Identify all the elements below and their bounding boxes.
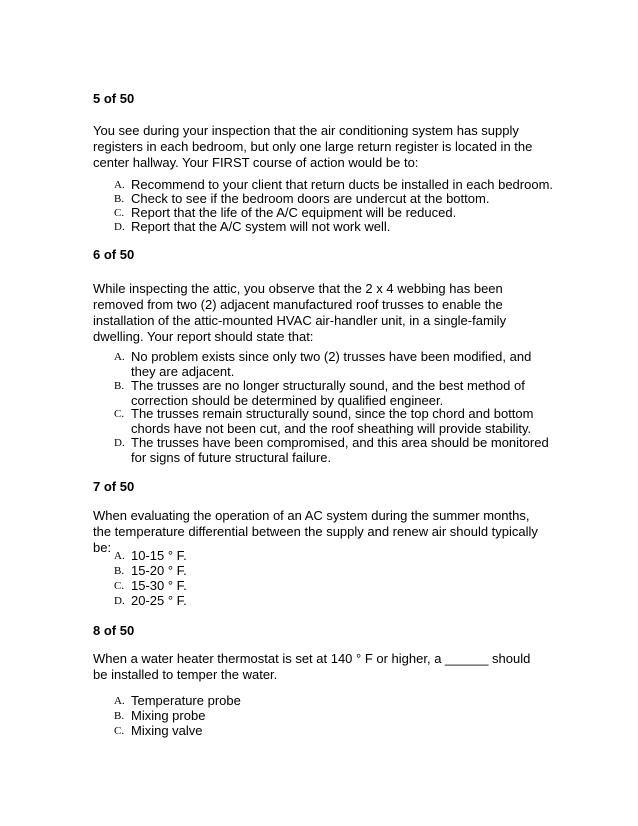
option-letter: A. — [114, 351, 125, 363]
question-8-option-a — [114, 693, 554, 708]
question-5-option-c — [114, 205, 554, 220]
option-letter: C. — [114, 725, 125, 737]
option-text: The trusses are no longer structurally sound, and the best method of correction should be determined by qualified engineer. — [131, 378, 525, 408]
option-letter: B. — [114, 565, 125, 577]
question-5-number: 5 of 50 — [93, 91, 135, 106]
question-7-number: 7 of 50 — [93, 479, 135, 494]
question-5-option-d — [114, 219, 554, 234]
option-text: The trusses have been compromised, and this area should be monitored for signs of future structural failure. — [131, 435, 549, 465]
option-text: Mixing valve — [131, 723, 203, 738]
option-letter: C. — [114, 408, 125, 420]
option-letter: C. — [114, 580, 125, 592]
option-letter: B. — [114, 380, 125, 392]
question-6-option-a — [114, 349, 554, 379]
option-text: Mixing probe — [131, 708, 206, 723]
option-letter: A. — [114, 695, 125, 707]
option-text: Temperature probe — [131, 693, 241, 708]
option-text: 10-15 ° F. — [131, 548, 187, 563]
question-7-text: When evaluating the operation of an AC system during the summer months, the temperature differential between the supply and renew air should typically be: — [93, 508, 538, 555]
option-letter: C. — [114, 207, 125, 219]
question-7-option-c — [114, 578, 554, 593]
question-5-option-b — [114, 191, 554, 206]
question-5-text: You see during your inspection that the air conditioning system has supply registers in each bedroom, but only one large return register is located in the center hallway. Your FIRST course of action would be to: — [93, 123, 533, 170]
question-8-option-b — [114, 708, 554, 723]
option-text: No problem exists since only two (2) trusses have been modified, and they are adjacent. — [131, 349, 532, 379]
option-letter: D. — [114, 595, 125, 607]
option-text: 20-25 ° F. — [131, 593, 187, 608]
option-letter: D. — [114, 221, 125, 233]
option-letter: A. — [114, 179, 125, 191]
option-text: Recommend to your client that return ducts be installed in each bedroom. — [131, 177, 554, 192]
question-8-text: When a water heater thermostat is set at 140 ° F or higher, a ______ should be installed to temper the water. — [93, 651, 531, 682]
option-letter: B. — [114, 193, 125, 205]
option-letter: D. — [114, 437, 125, 449]
option-text: Report that the A/C system will not work well. — [131, 219, 391, 234]
question-6-option-c — [114, 406, 554, 436]
question-7-option-b — [114, 563, 554, 578]
question-7-option-d — [114, 593, 554, 608]
option-text: 15-20 ° F. — [131, 563, 187, 578]
question-8-option-c — [114, 723, 554, 738]
option-text: 15-30 ° F. — [131, 578, 187, 593]
option-letter: B. — [114, 710, 125, 722]
option-text: Check to see if the bedroom doors are undercut at the bottom. — [131, 191, 490, 206]
option-text: Report that the life of the A/C equipment will be reduced. — [131, 205, 457, 220]
question-8-number: 8 of 50 — [93, 623, 135, 638]
option-text: The trusses remain structurally sound, since the top chord and bottom chords have not been cut, and the roof sheathing will provide stability. — [131, 406, 534, 436]
question-6-number: 6 of 50 — [93, 247, 135, 262]
question-7-option-a — [114, 548, 554, 563]
question-6-option-d — [114, 435, 554, 465]
question-6-text: While inspecting the attic, you observe that the 2 x 4 webbing has been removed from two (2) adjacent manufactured roof trusses to enable the installation of the attic-mounted HVAC air-handler unit, in a single-family dwelling. Your report should state that: — [93, 281, 507, 344]
option-letter: A. — [114, 550, 125, 562]
question-6-option-b — [114, 378, 554, 408]
question-5-option-a — [114, 177, 554, 192]
